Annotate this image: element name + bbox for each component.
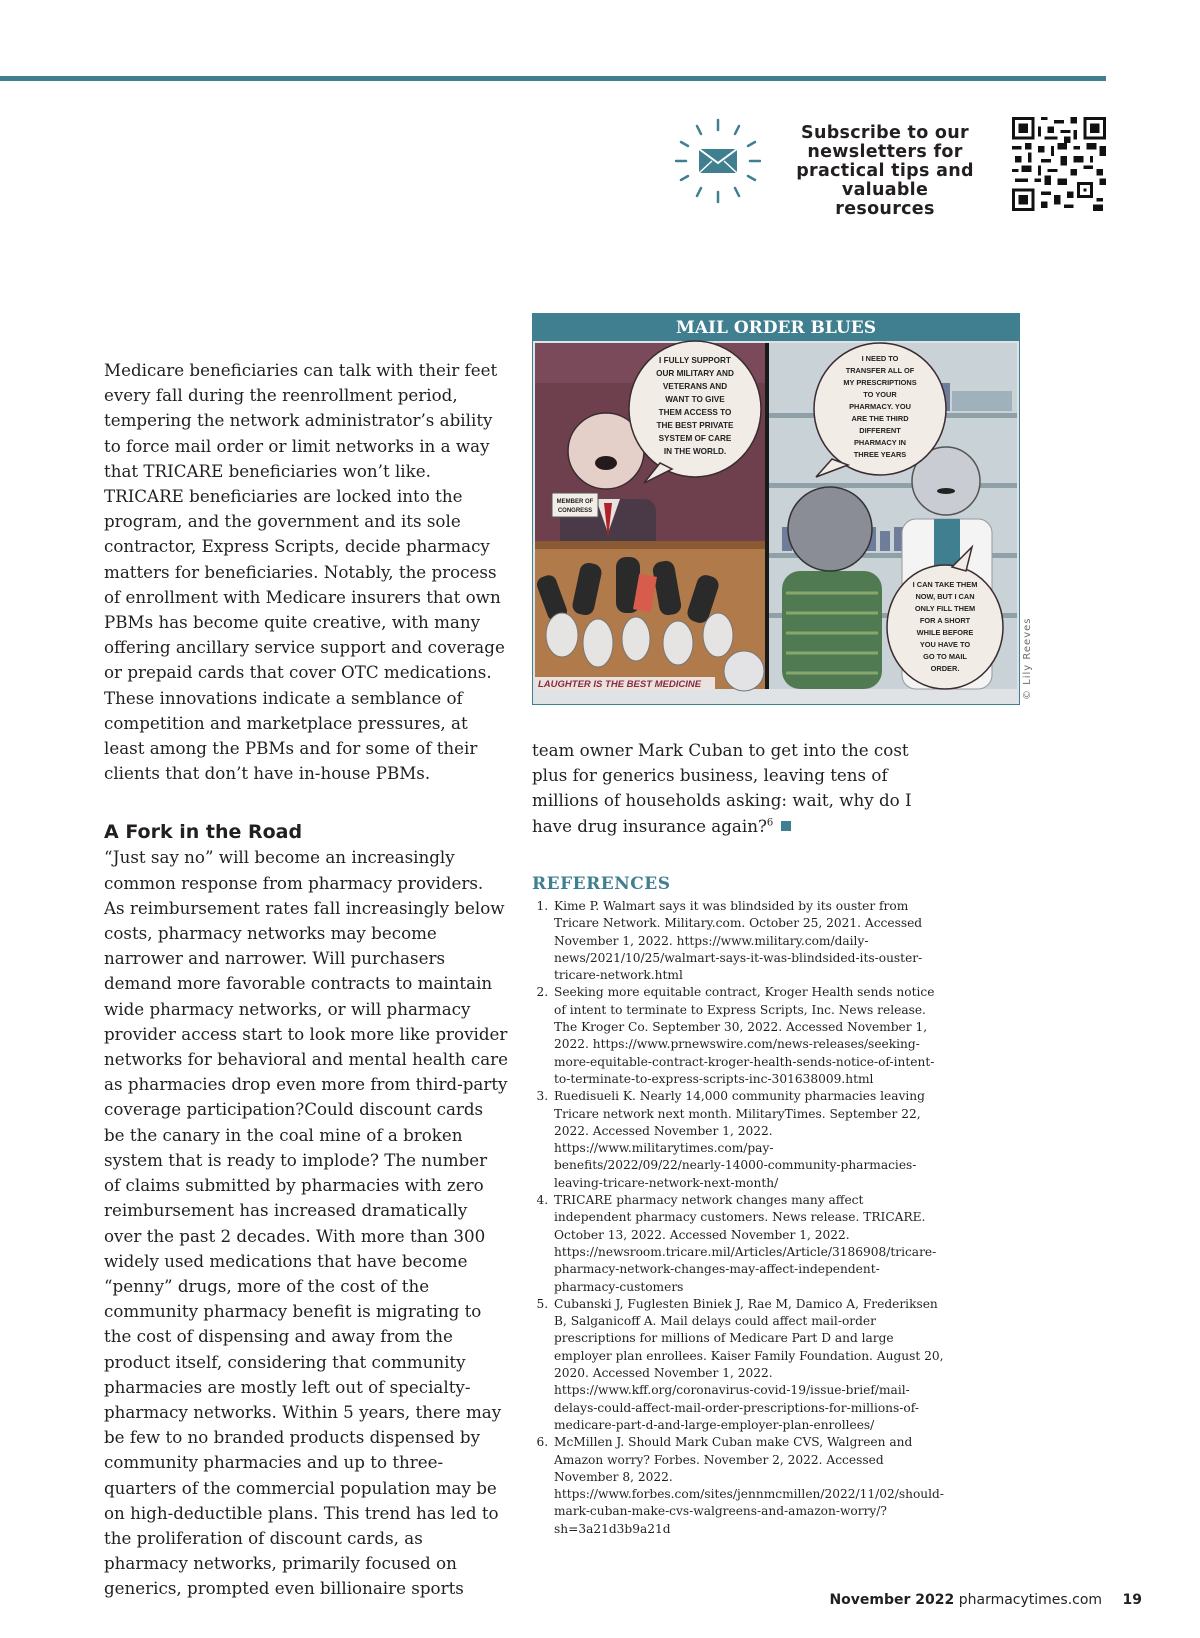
speech-line: WANT TO GIVE (665, 395, 725, 404)
reference-item: 1. Kime P. Walmart says it was blindsided by its ouster from Tricare Network. Military.com. October 25, 2021. Accessed November 1, 2022. https://www.military.com/daily-news/2021/10/25/walmart-says-it-was-blindsided-its-ouster-tricare-network.html (552, 898, 944, 984)
qr-code[interactable] (1012, 117, 1106, 211)
speech-line: PHARMACY IN (853, 438, 907, 447)
speech-line: IN THE WORLD. (663, 447, 727, 456)
speech-line: I FULLY SUPPORT (659, 356, 731, 365)
speech-line: GO TO MAIL (923, 652, 967, 661)
speech-line: THREE YEARS (853, 450, 907, 459)
reference-item: 3. Ruedisueli K. Nearly 14,000 community pharmacies leaving Tricare network next month. MilitaryTimes. September 22, 2022. Accessed November 1, 2022. https://www.militarytimes.com/pay-benefits/2022/09/22/nearly-14000-community-pharmacies-leaving-tricare-network-next-month/ (552, 1088, 944, 1192)
speech-line: I NEED TO (861, 354, 899, 363)
reference-item: 2. Seeking more equitable contract, Kroger Health sends notice of intent to terminate to Express Scripts, Inc. News release. The Kroger Co. September 30, 2022. Accessed November 1, 2022. https://www.prnewswire.com/news-releases/seeking-more-equitable-contract-kroger-health-sends-notice-of-intent-to-terminate-to-express-scripts-inc-301638009.html (552, 984, 944, 1088)
speech-line: SYSTEM OF CARE (658, 434, 732, 443)
continuation-paragraph (532, 738, 932, 839)
speech-line: OUR MILITARY AND (656, 369, 734, 378)
speech-line: THEM ACCESS TO (658, 408, 732, 417)
reference-item: 4. TRICARE pharmacy network changes many affect independent pharmacy customers. News release. TRICARE. October 13, 2022. Accessed November 1, 2022. https://newsroom.tricare.mil/Articles/Article/3186908/tricare-pharmacy-network-changes-may-affect-independent-pharmacy-customers (552, 1192, 944, 1296)
nameplate-label: CONGRESS (557, 508, 593, 514)
reference-marker[interactable]: 6 (766, 817, 774, 829)
speech-line: NOW, BUT I CAN (915, 592, 975, 601)
speech-line: PHARMACY. YOU (849, 402, 911, 411)
speech-line: TO YOUR (863, 390, 897, 399)
references-heading: REFERENCES (532, 874, 671, 894)
speech-line: VETERANS AND (662, 382, 728, 391)
cartoon-title: MAIL ORDER BLUES (676, 318, 876, 338)
speech-line: DIFFERENT (859, 426, 901, 435)
speech-line: TRANSFER ALL OF (845, 366, 915, 375)
cartoon-illustration (532, 313, 1020, 705)
speech-line: ARE THE THIRD (851, 414, 909, 423)
speech-line: MY PRESCRIPTIONS (843, 378, 917, 387)
body-paragraph: “Just say no” will become an increasingly common response from pharmacy providers. As reimbursement rates fall increasingly below costs, pharmacy networks may become narrower and narrower. Will purchasers demand more favorable contracts to maintain wide pharmacy networks, or will pharmacy provider access start to look more like provider networks for behavioral and mental health care as pharmacies drop even more from third-party coverage participation?Could discount cards be the canary in the coal mine of a broken system that is ready to implode? The number of claims submitted by pharmacies with zero reimbursement has increased dramatically over the past 2 decades. With more than 300 widely used medications that have become “penny” drugs, more of the cost of the community pharmacy benefit is migrating to the cost of dispensing and away from the product itself, considering that community pharmacies are mostly left out of specialty-pharmacy networks. Within 5 years, there may be few to no branded products dispensed by community pharmacies and up to three-quarters of the commercial population may be on high-deductible plans. This trend has led to the proliferation of discount cards, as pharmacy networks, primarily focused on generics, prompted even billionaire sports (104, 847, 508, 1599)
footer-issue: November 2022 (829, 1592, 955, 1608)
cartoon-tagline: LAUGHTER IS THE BEST MEDICINE (538, 679, 702, 690)
newsletter-subscribe-text[interactable]: Subscribe to our newsletters for practical tips and valuable resources (796, 123, 974, 219)
continuation-text: team owner Mark Cuban to get into the cost plus for generics business, leaving tens of millions of households asking: wait, why do I have drug insurance again? (532, 740, 912, 836)
speech-line: ONLY FILL THEM (914, 604, 976, 613)
body-paragraph: Medicare beneficiaries can talk with their feet every fall during the reenrollment period, tempering the network administrator’s ability to force mail order or limit networks in a way that TRICARE beneficiaries won’t like. TRICARE beneficiaries are locked into the program, and the government and its sole contractor, Express Scripts, decide pharmacy matters for beneficiaries. Notably, the process of enrollment with Medicare insurers that own PBMs has become quite creative, with many offering ancillary service support and coverage or prepaid cards that cover OTC medications. These innovations indicate a semblance of competition and marketplace pressures, at least among the PBMs and for some of their clients that don’t have in-house PBMs. (104, 360, 505, 784)
envelope-icon[interactable] (675, 118, 761, 204)
section-heading: A Fork in the Road (104, 821, 303, 844)
speech-line: FOR A SHORT (919, 616, 971, 625)
page-number: 19 (1122, 1592, 1142, 1608)
left-column (104, 358, 508, 1602)
speech-line: YOU HAVE TO (919, 640, 971, 649)
references-list (532, 898, 944, 1538)
page-footer (829, 1592, 1142, 1608)
references-section (532, 874, 944, 1538)
reference-item: 6. McMillen J. Should Mark Cuban make CVS, Walgreen and Amazon worry? Forbes. November 2, 2022. Accessed November 8, 2022. https://www.forbes.com/sites/jennmcmillen/2022/11/02/should-mark-cuban-make-cvs-walgreens-and-amazon-worry/?sh=3a21d3b9a21d (552, 1434, 944, 1538)
speech-line: WHILE BEFORE (916, 628, 974, 637)
top-rule (0, 76, 1106, 81)
speech-line: THE BEST PRIVATE (656, 421, 734, 430)
speech-line: I CAN TAKE THEM (912, 580, 978, 589)
footer-site[interactable]: pharmacytimes.com (958, 1592, 1103, 1608)
end-of-article-marker (781, 821, 791, 831)
speech-line: ORDER. (930, 664, 960, 673)
nameplate-label: MEMBER OF (556, 499, 594, 505)
image-credit: © Lily Reeves (1022, 617, 1033, 700)
reference-item: 5. Cubanski J, Fuglesten Biniek J, Rae M, Damico A, Frederiksen B, Salganicoff A. Mail delays could affect mail-order prescriptions for millions of Medicare Part D and large employer plan enrollees. Kaiser Family Foundation. August 20, 2020. Accessed November 1, 2022. https://www.kff.org/coronavirus-covid-19/issue-brief/mail-delays-could-affect-mail-order-prescriptions-for-millions-of-medicare-part-d-and-large-employer-plan-enrollees/ (552, 1296, 944, 1434)
